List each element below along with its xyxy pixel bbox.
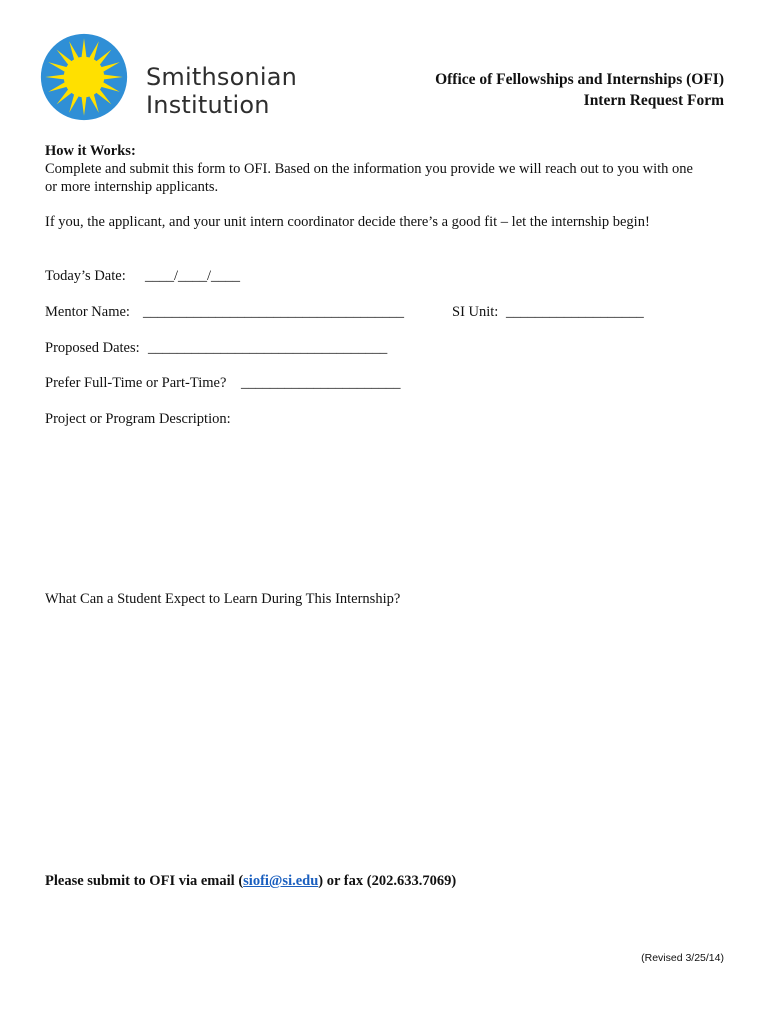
mentor-name-field[interactable]: ____________________________________ bbox=[143, 304, 404, 320]
logo-line-2: Institution bbox=[146, 91, 270, 119]
how-it-works-heading: How it Works: bbox=[45, 143, 136, 159]
revised-date: (Revised 3/25/14) bbox=[641, 952, 724, 964]
submit-prefix: Please submit to OFI via email ( bbox=[45, 873, 244, 889]
proposed-dates-label: Proposed Dates: bbox=[45, 340, 140, 356]
prefer-time-label: Prefer Full-Time or Part-Time? bbox=[45, 375, 227, 391]
si-unit-field[interactable]: ___________________ bbox=[506, 304, 644, 320]
project-description-label: Project or Program Description: bbox=[45, 411, 231, 427]
title-line-1: Office of Fellowships and Internships (OFI) bbox=[435, 71, 724, 88]
prefer-time-field[interactable]: ______________________ bbox=[241, 375, 401, 391]
title-line-2: Intern Request Form bbox=[583, 92, 724, 109]
si-unit-label: SI Unit: bbox=[452, 304, 499, 320]
logo-line-1: Smithsonian bbox=[146, 63, 298, 91]
logo-wordmark bbox=[146, 63, 297, 119]
todays-date-label: Today’s Date: bbox=[45, 268, 126, 284]
mentor-name-label: Mentor Name: bbox=[45, 304, 130, 320]
project-description-area[interactable] bbox=[45, 432, 725, 582]
submit-instructions bbox=[45, 872, 456, 890]
submit-suffix: ) or fax (202.633.7069) bbox=[318, 873, 457, 889]
form-title bbox=[435, 69, 724, 111]
email-link[interactable]: siofi@si.edu bbox=[243, 873, 319, 889]
how-it-works-paragraph-2: If you, the applicant, and your unit intern coordinator decide there’s a good fit – let the internship begin! bbox=[45, 214, 650, 230]
smithsonian-sun-logo-icon bbox=[40, 33, 128, 121]
proposed-dates-field[interactable]: _________________________________ bbox=[148, 340, 388, 356]
learn-area[interactable] bbox=[45, 612, 725, 862]
how-it-works-paragraph-1: Complete and submit this form to OFI. Based on the information you provide we will reach out to you with one bbox=[45, 161, 693, 177]
learn-label: What Can a Student Expect to Learn During This Internship? bbox=[45, 591, 401, 607]
how-it-works-paragraph-1-cont: or more internship applicants. bbox=[45, 179, 219, 195]
todays-date-field[interactable]: ____/____/____ bbox=[145, 268, 241, 284]
